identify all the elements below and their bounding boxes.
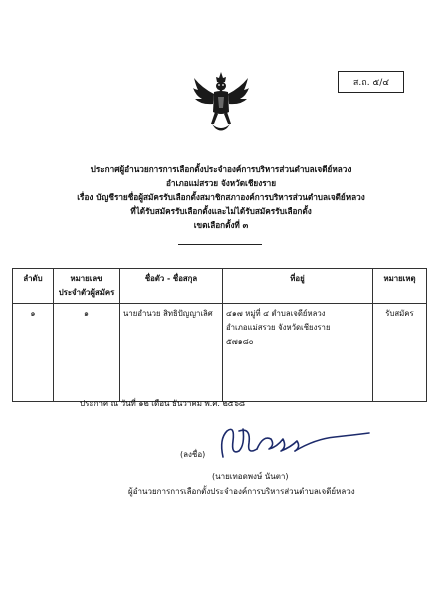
header-order: ลำดับ <box>13 269 54 304</box>
address-line-1: ๔๑๗ หมู่ที่ ๔ ตำบลเจดีย์หลวง <box>226 309 326 318</box>
form-code-box <box>338 71 404 93</box>
heading-line-3: เรื่อง บัญชีรายชื่อผู้สมัครรับเลือกตั้งสมาชิกสภาองค์การบริหารส่วนตำบลเจดีย์หลวง <box>77 192 365 202</box>
address-line-3: ๕๗๑๘๐ <box>226 337 254 346</box>
cell-candidate-number: ๑ <box>54 304 120 402</box>
header-name: ชื่อตัว - ชื่อสกุล <box>120 269 223 304</box>
heading-divider <box>178 244 262 245</box>
handwritten-signature-icon <box>205 417 375 465</box>
signature-prefix: (ลงชื่อ) <box>180 450 206 459</box>
heading-line-4: ที่ได้รับสมัครรับเลือกตั้งและไม่ได้รับสมัครรับเลือกตั้ง <box>130 206 312 216</box>
candidate-table <box>12 268 427 402</box>
header-address: ที่อยู่ <box>223 269 373 304</box>
cell-order: ๑ <box>13 304 54 402</box>
signer-title: ผู้อำนวยการการเลือกตั้งประจำองค์การบริหารส่วนตำบลเจดีย์หลวง <box>128 487 355 496</box>
announcement-date: ประกาศ ณ วันที่ ๑๒ เดือน ธันวาคม พ.ศ. ๒๕๖๘ <box>80 399 246 408</box>
table-header-row <box>13 269 427 304</box>
address-line-2: อำเภอแม่สรวย จังหวัดเชียงราย <box>226 323 331 332</box>
garuda-emblem-icon <box>192 70 250 134</box>
heading-line-2: อำเภอแม่สรวย จังหวัดเชียงราย <box>166 178 276 188</box>
cell-remark: รับสมัคร <box>373 304 427 402</box>
cell-address <box>223 304 373 402</box>
signer-name: (นายเทอดพงษ์ นันตา) <box>212 472 289 481</box>
form-code: ส.ถ. ๕/๔ <box>352 78 390 88</box>
header-number-line-2: ประจำตัวผู้สมัคร <box>58 288 115 297</box>
header-number-line-1: หมายเลข <box>70 274 103 283</box>
heading-line-1: ประกาศผู้อำนวยการการเลือกตั้งประจำองค์การบริหารส่วนตำบลเจดีย์หลวง <box>90 164 352 174</box>
heading-line-5: เขตเลือกตั้งที่ ๓ <box>193 220 249 230</box>
announcement-heading <box>40 162 402 232</box>
cell-name: นายอำนวย สิทธิปัญญาเลิศ <box>120 304 223 402</box>
header-candidate-number <box>54 269 120 304</box>
header-remark: หมายเหตุ <box>373 269 427 304</box>
table-row <box>13 304 427 402</box>
